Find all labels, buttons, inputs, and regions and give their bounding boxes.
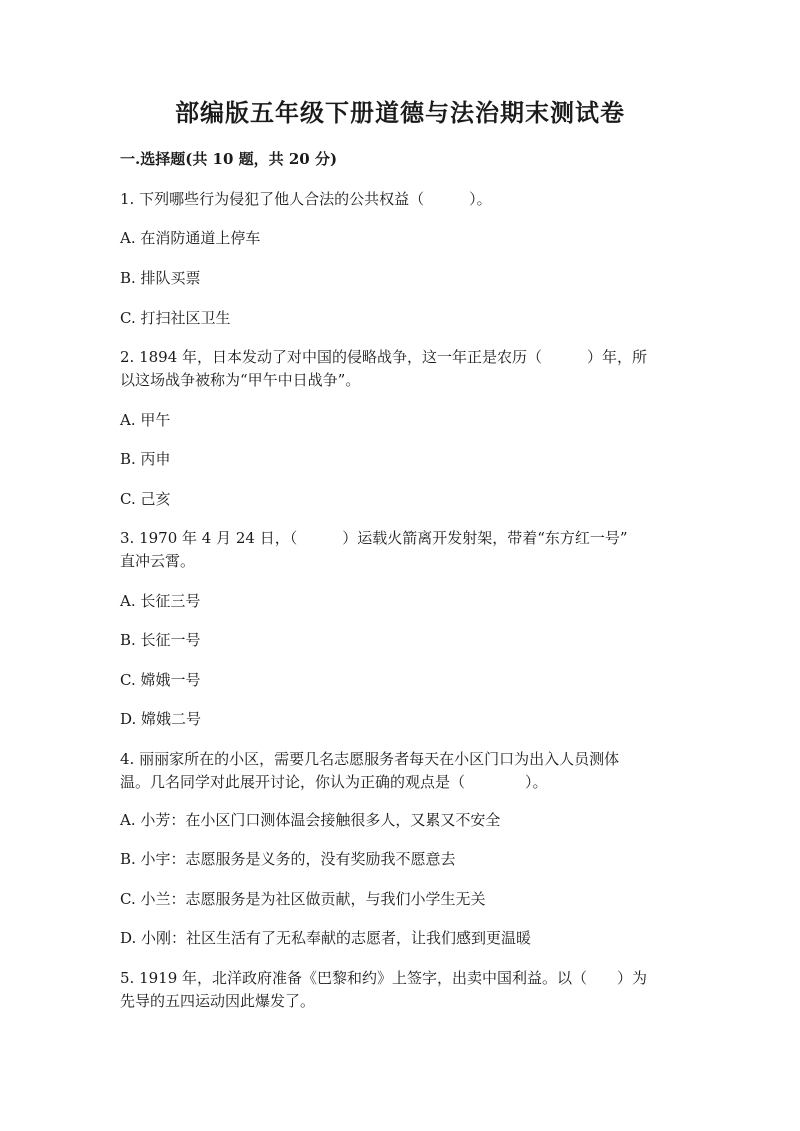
question-4-option-b[interactable]: B. 小宇：志愿服务是义务的，没有奖励我不愿意去 bbox=[120, 850, 456, 868]
question-1-option-b[interactable]: B. 排队买票 bbox=[120, 269, 201, 287]
question-2-option-c[interactable]: C. 己亥 bbox=[120, 490, 171, 508]
question-1-option-a[interactable]: A. 在消防通道上停车 bbox=[120, 229, 261, 247]
question-3-text-line-2: 直冲云霄。 bbox=[120, 552, 196, 570]
question-2-text-line-2: 以这场战争被称为“甲午中日战争”。 bbox=[120, 371, 361, 389]
question-2-option-b[interactable]: B. 丙申 bbox=[120, 450, 171, 468]
section-heading: 一.选择题(共 10 题，共 20 分) bbox=[120, 150, 338, 168]
question-4-text-line-1: 4. 丽丽家所在的小区，需要几名志愿服务者每天在小区门口为出入人员测体 bbox=[120, 750, 620, 768]
question-3-option-a[interactable]: A. 长征三号 bbox=[120, 592, 201, 610]
question-1-option-c[interactable]: C. 打扫社区卫生 bbox=[120, 309, 231, 327]
question-5-text-line-1: 5. 1919 年，北洋政府准备《巴黎和约》上签字，出卖中国利益。以（ ）为 bbox=[120, 969, 648, 987]
question-4-option-d[interactable]: D. 小刚：社区生活有了无私奉献的志愿者，让我们感到更温暖 bbox=[120, 929, 532, 947]
question-5-text-line-2: 先导的五四运动因此爆发了。 bbox=[120, 992, 316, 1010]
question-3-option-b[interactable]: B. 长征一号 bbox=[120, 631, 201, 649]
question-4-option-a[interactable]: A. 小芳：在小区门口测体温会接触很多人，又累又不安全 bbox=[120, 811, 501, 829]
exam-title: 部编版五年级下册道德与法治期末测试卷 bbox=[175, 98, 625, 127]
question-1-text: 1. 下列哪些行为侵犯了他人合法的公共权益（ ）。 bbox=[120, 190, 492, 208]
question-3-option-d[interactable]: D. 嫦娥二号 bbox=[120, 710, 202, 728]
question-4-text-line-2: 温。几名同学对此展开讨论，你认为正确的观点是（ ）。 bbox=[120, 773, 548, 791]
question-3-text-line-1: 3. 1970 年 4 月 24 日，（ ）运载火箭离开发射架，带着“东方红一号” bbox=[120, 529, 628, 547]
question-3-option-c[interactable]: C. 嫦娥一号 bbox=[120, 671, 201, 689]
question-4-option-c[interactable]: C. 小兰：志愿服务是为社区做贡献，与我们小学生无关 bbox=[120, 890, 486, 908]
question-2-option-a[interactable]: A. 甲午 bbox=[120, 411, 171, 429]
question-2-text-line-1: 2. 1894 年，日本发动了对中国的侵略战争，这一年正是农历（ ）年，所 bbox=[120, 348, 648, 366]
